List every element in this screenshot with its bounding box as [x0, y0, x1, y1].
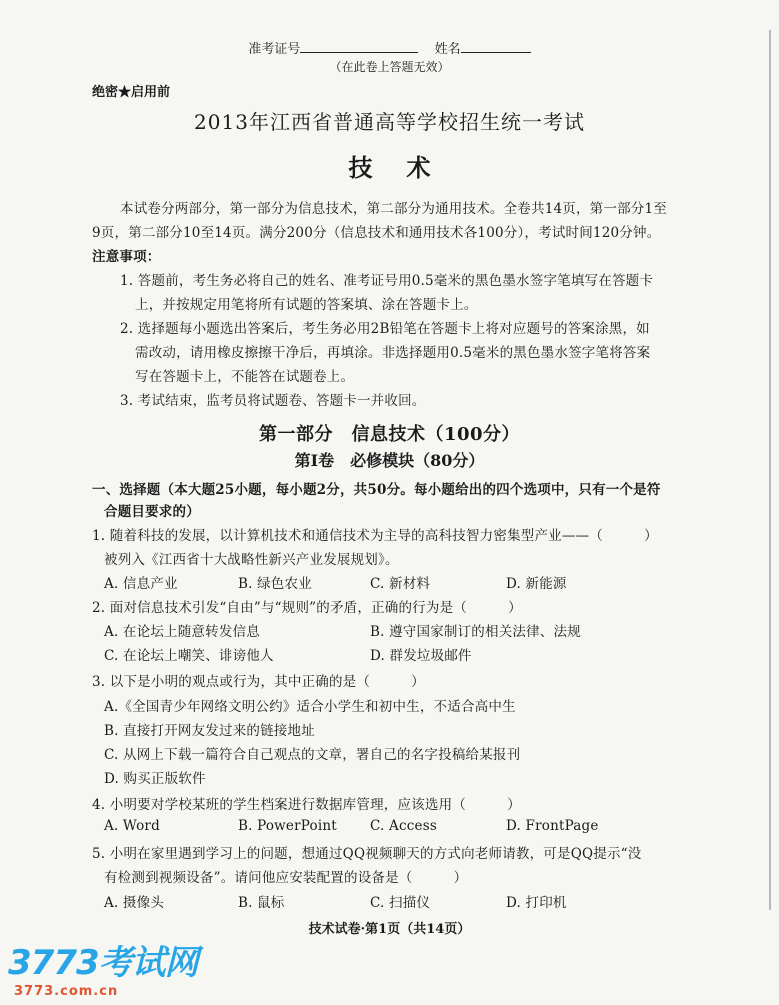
choice-intro-line-2: 合题目要求的）: [104, 504, 200, 520]
q1-option-a: A. 信息产业: [104, 576, 178, 592]
q4-option-c: C. Access: [370, 818, 437, 834]
q2-stem: 2. 面对信息技术引发“自由”与“规则”的矛盾，正确的行为是（ ）: [92, 600, 522, 616]
q1-stem-line-2: 被列入《江西省十大战略性新兴产业发展规划》。: [104, 552, 399, 568]
q3-option-b: B. 直接打开网友发过来的链接地址: [104, 723, 315, 739]
watermark-main-text: 3773考试网: [8, 943, 198, 983]
q4-option-d: D. FrontPage: [506, 818, 599, 834]
page-footer: 技术试卷·第1页（共14页）: [308, 922, 471, 937]
notice-line-5: 写在答题卡上，不能答在试题卷上。: [135, 369, 355, 385]
q5-option-a: A. 摄像头: [104, 895, 165, 911]
notice-line-3: 2. 选择题每小题选出答案后，考生务必用2B铅笔在答题卡上将对应题号的答案涂黑，如: [120, 321, 650, 337]
q3-option-d: D. 购买正版软件: [104, 771, 206, 787]
q5-option-b: B. 鼠标: [238, 895, 285, 911]
q1-stem-line-1: 1. 随着科技的发展，以计算机技术和通信技术为主导的高科技智力密集型产业——（ ）: [92, 528, 658, 544]
candidate-header: [0, 38, 779, 57]
notice-line-4: 需改动，请用橡皮擦擦干净后，再填涂。非选择题用0.5毫米的黑色墨水签字笔将答案: [135, 345, 651, 361]
q3-option-a: A.《全国青少年网络文明公约》适合小学生和初中生，不适合高中生: [104, 699, 516, 715]
q2-option-d: D. 群发垃圾邮件: [370, 648, 472, 664]
q1-option-d: D. 新能源: [506, 576, 567, 592]
q4-stem: 4. 小明要对学校某班的学生档案进行数据库管理，应该选用（ ）: [92, 797, 521, 813]
q1-option-b: B. 绿色农业: [238, 576, 312, 592]
site-watermark-logo: [8, 935, 198, 999]
q5-stem-line-2: 有检测到视频设备”。请问他应安装配置的设备是（ ）: [104, 870, 468, 886]
q5-option-c: C. 扫描仪: [370, 895, 431, 911]
q2-option-c: C. 在论坛上嘲笑、诽谤他人: [104, 648, 274, 664]
notice-title: 注意事项：: [92, 249, 161, 265]
secret-mark: 绝密★启用前: [92, 85, 171, 100]
q2-option-b: B. 遵守国家制订的相关法律、法规: [370, 624, 581, 640]
notice-line-6: 3. 考试结束，监考员将试题卷、答题卡一并收回。: [120, 393, 426, 409]
q5-stem-line-1: 5. 小明在家里遇到学习上的问题，想通过QQ视频聊天的方式向老师请教，可是QQ提示“没: [92, 846, 642, 862]
answer-invalid-note: （在此卷上答题无效）: [329, 60, 450, 74]
q4-option-a: A. Word: [104, 818, 160, 834]
watermark-url-text: 3773.com.cn: [14, 984, 119, 999]
exam-number-label: 准考证号: [248, 42, 301, 57]
subject-title: 技术: [348, 153, 465, 182]
q5-option-d: D. 打印机: [506, 895, 567, 911]
name-label: 姓名: [434, 42, 461, 57]
exam-number-blank: [300, 40, 418, 53]
intro-line-1: 本试卷分两部分，第一部分为信息技术，第二部分为通用技术。全卷共14页，第一部分1至: [120, 201, 667, 217]
q2-option-a: A. 在论坛上随意转发信息: [104, 624, 260, 640]
volume-title: 第Ⅰ卷 必修模块（80分）: [294, 451, 485, 470]
choice-intro-line-1: 一、选择题（本大题25小题，每小题2分，共50分。每小题给出的四个选项中，只有一个是符: [92, 482, 661, 498]
intro-line-2: 9页，第二部分10至14页。满分200分（信息技术和通用技术各100分），考试时间120分钟。: [92, 225, 661, 241]
notice-line-2: 上，并按规定用笔将所有试题的答案填、涂在答题卡上。: [135, 297, 478, 313]
name-blank: [461, 40, 531, 53]
q4-option-b: B. PowerPoint: [238, 818, 337, 834]
q3-option-c: C. 从网上下载一篇符合自己观点的文章，署自己的名字投稿给某报刊: [104, 747, 521, 763]
exam-title: 2013年江西省普通高等学校招生统一考试: [194, 110, 585, 134]
q1-option-c: C. 新材料: [370, 576, 431, 592]
q3-stem: 3. 以下是小明的观点或行为，其中正确的是（ ）: [92, 674, 425, 690]
notice-line-1: 1. 答题前，考生务必将自己的姓名、准考证号用0.5毫米的黑色墨水签字笔填写在答题卡: [120, 273, 654, 289]
section-title: 第一部分 信息技术（100分）: [258, 424, 521, 445]
